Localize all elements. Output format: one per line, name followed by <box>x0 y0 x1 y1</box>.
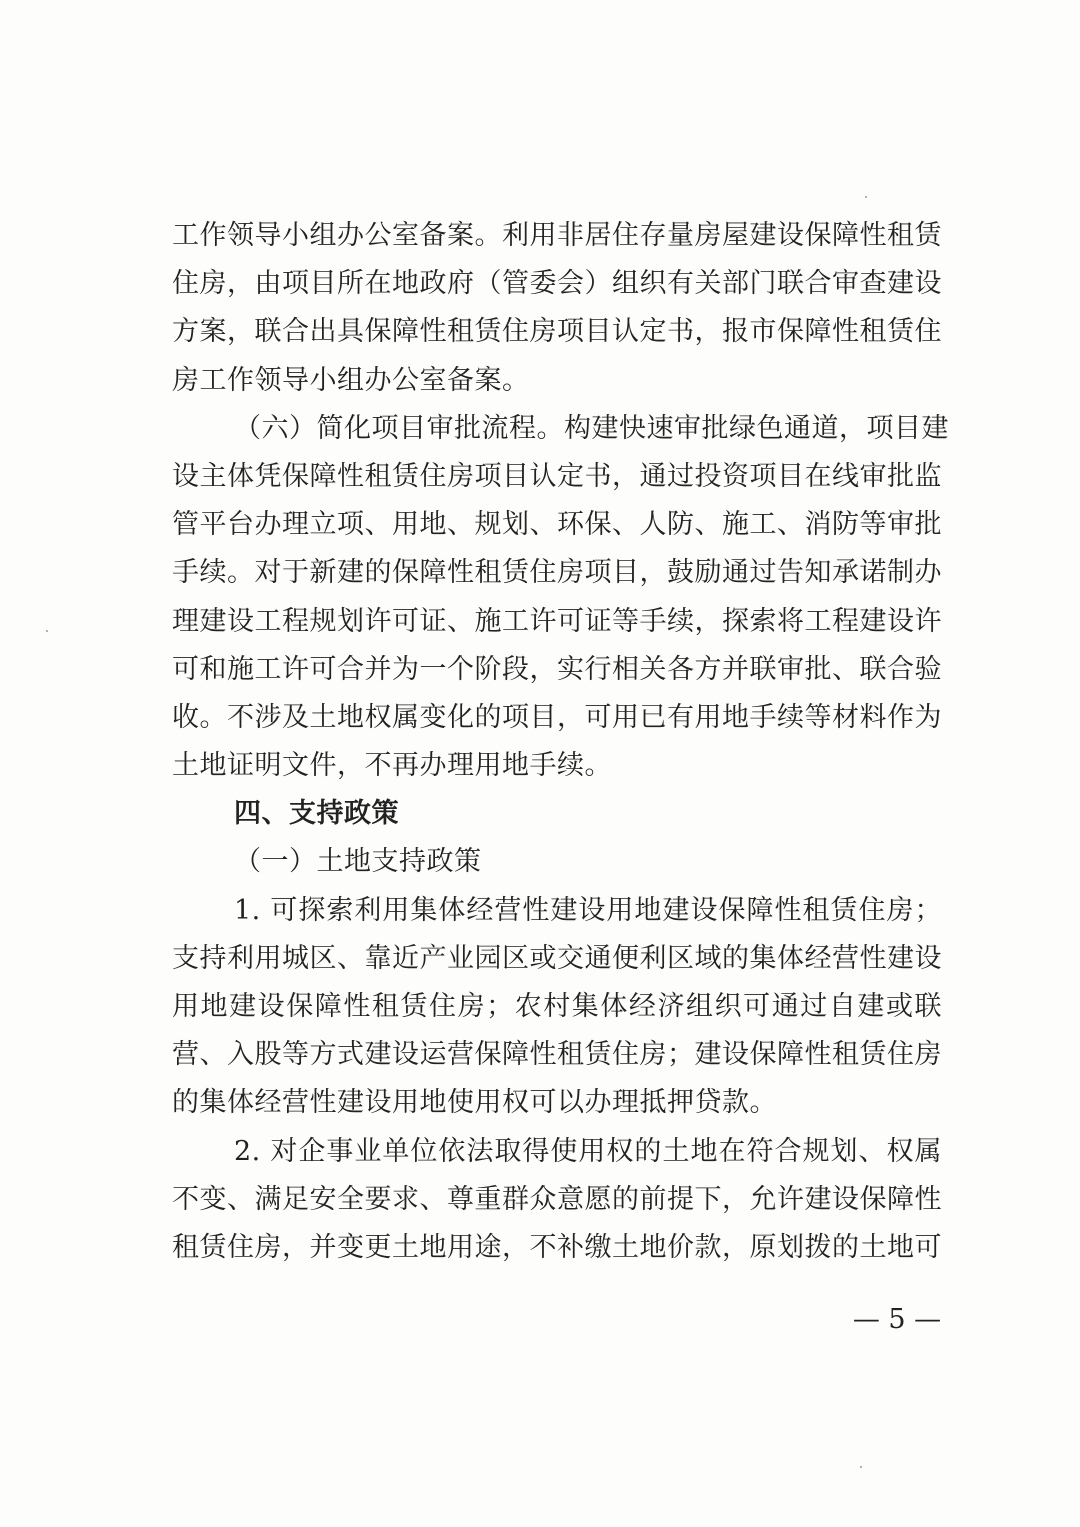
section-6-heading-line: （六）简化项目审批流程。构建快速审批绿色通道，项目建 <box>234 412 949 444</box>
text-line: 理建设工程规划许可证、施工许可证等手续，探索将工程建设许 <box>172 605 942 637</box>
text-line: 租赁住房，并变更土地用途，不补缴土地价款，原划拨的土地可 <box>172 1231 942 1263</box>
text-line: 的集体经营性建设用地使用权可以办理抵押贷款。 <box>172 1087 777 1119</box>
text-line: 不变、满足安全要求、尊重群众意愿的前提下，允许建设保障性 <box>172 1183 942 1215</box>
text-line: 设主体凭保障性租赁住房项目认定书，通过投资项目在线审批监 <box>172 460 942 492</box>
scan-speck <box>860 1466 862 1468</box>
text-line: 2. 对企事业单位依法取得使用权的土地在符合规划、权属 <box>234 1135 942 1167</box>
text-line: 支持利用城区、靠近产业园区或交通便利区域的集体经营性建设 <box>172 942 942 974</box>
text-line: 1. 可探索利用集体经营性建设用地建设保障性租赁住房； <box>234 894 942 926</box>
text-line: 收。不涉及土地权属变化的项目，可用已有用地手续等材料作为 <box>172 701 942 733</box>
text-line: 手续。对于新建的保障性租赁住房项目，鼓励通过告知承诺制办 <box>172 557 942 589</box>
section-heading: 四、支持政策 <box>234 798 399 830</box>
text-line: 可和施工许可合并为一个阶段，实行相关各方并联审批、联合验 <box>172 653 942 685</box>
text-line: 住房，由项目所在地政府（管委会）组织有关部门联合审查建设 <box>172 268 942 300</box>
text-line: 土地证明文件，不再办理用地手续。 <box>172 750 612 782</box>
text-line: 工作领导小组办公室备案。利用非居住存量房屋建设保障性租赁 <box>172 220 942 251</box>
text-line: 方案，联合出具保障性租赁住房项目认定书，报市保障性租赁住 <box>172 316 942 348</box>
text-line: 用地建设保障性租赁住房；农村集体经济组织可通过自建或联 <box>172 991 942 1022</box>
scan-speck <box>865 196 867 198</box>
document-body <box>172 212 949 1272</box>
text-line: 管平台办理立项、用地、规划、环保、人防、施工、消防等审批 <box>172 509 942 541</box>
subsection-heading: （一）土地支持政策 <box>234 846 482 878</box>
page-number: — 5 — <box>852 1304 942 1335</box>
scan-speck <box>46 630 48 632</box>
text-line: 营、入股等方式建设运营保障性租赁住房；建设保障性租赁住房 <box>172 1039 942 1071</box>
text-line: 房工作领导小组办公室备案。 <box>172 364 530 396</box>
